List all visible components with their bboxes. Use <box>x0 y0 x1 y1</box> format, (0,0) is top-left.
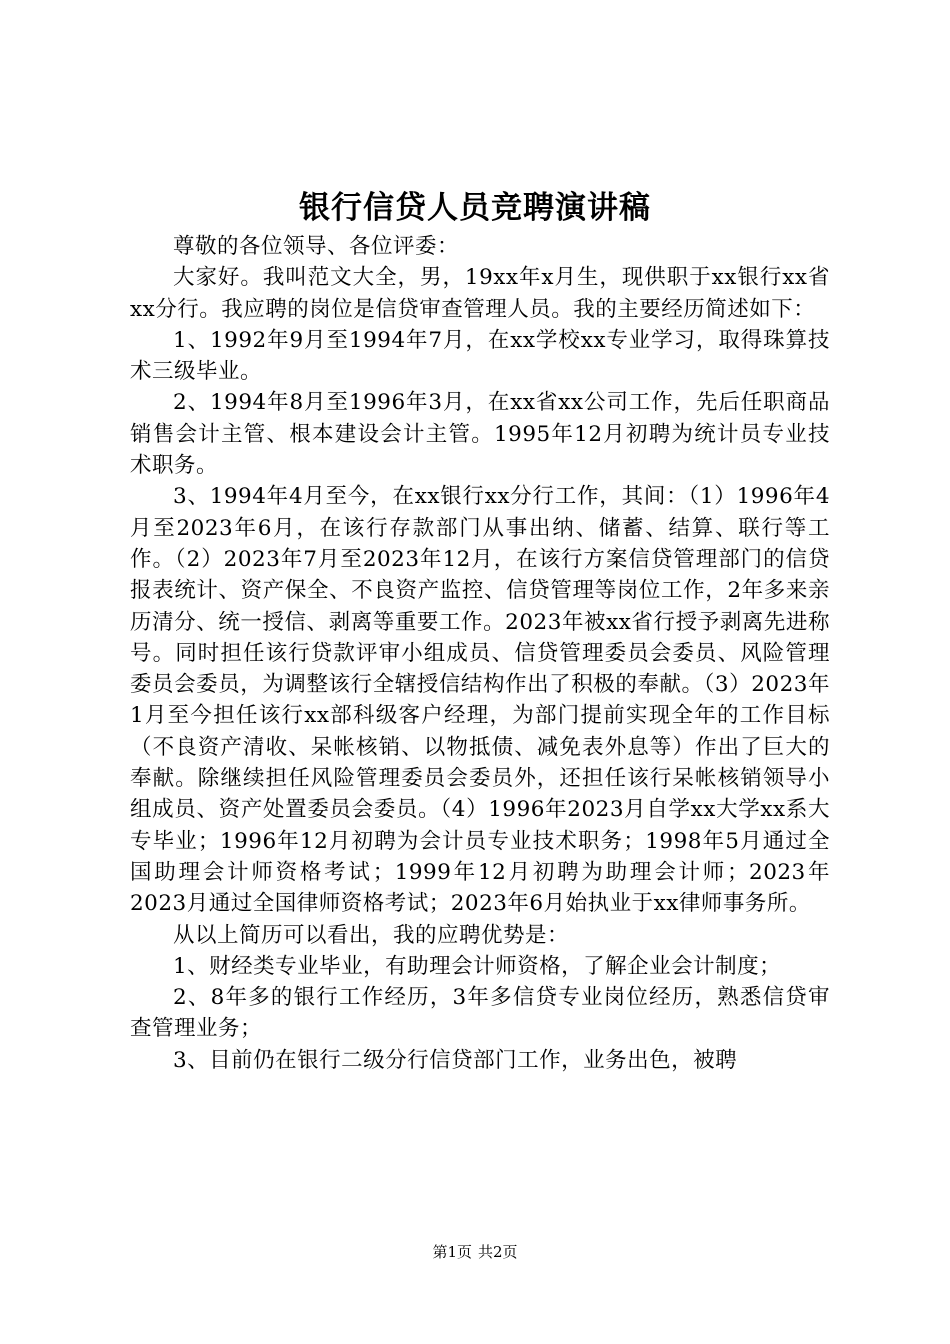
paragraph-experience-2: 2、1994年8月至1996年3月，在xx省xx公司工作，先后任职商品销售会计主管、根本建设会计主管。1995年12月初聘为统计员专业技术职务。 <box>130 390 830 479</box>
paragraph-advantage-3: 3、目前仍在银行二级分行信贷部门工作，业务出色，被聘 <box>173 1047 738 1073</box>
page-footer <box>0 1241 950 1263</box>
paragraph-advantages-intro: 从以上简历可以看出，我的应聘优势是： <box>173 922 570 948</box>
paragraph-advantage-2: 2、8年多的银行工作经历，3年多信贷专业岗位经历，熟悉信贷审查管理业务； <box>130 985 830 1042</box>
paragraph-experience-1: 1、1992年9月至1994年7月，在xx学校xx专业学习，取得珠算技术三级毕业。 <box>130 327 830 385</box>
paragraph-introduction: 大家好。我叫范文大全，男，19xx年x月生，现供职于xx银行xx省xx分行。我应聘的岗位是信贷审查管理人员。我的主要经历简述如下： <box>130 265 830 322</box>
page-total: 共2页 <box>478 1243 518 1261</box>
document-title: 银行信贷人员竞聘演讲稿 <box>299 190 651 226</box>
paragraph-experience-3: 3、1994年4月至今，在xx银行xx分行工作，其间：（1）1996年4月至2023年6月，在该行存款部门从事出纳、储蓄、结算、联行等工作。（2）2023年7月至2023年12月，在该行方案信贷管理部门的信贷报表统计、资产保全、不良资产监控、信贷管理等岗位工作，2年多来亲历清分、统一授信、剥离等重要工作。2023年被xx省行授予剥离先进称号。同时担任该行贷款评审小组成员、信贷管理委员会委员、风险管理委员会委员，为调整该行全辖授信结构作出了积极的奉献。（3）2023年1月至今担任该行xx部科级客户经理，为部门提前实现全年的工作目标（不良资产清收、呆帐核销、以物抵债、减免表外息等）作出了巨大的奉献。除继续担任风险管理委员会委员外，还担任该行呆帐核销领导小组成员、资产处置委员会委员。（4）1996年2023月自学xx大学xx系大专毕业；1996年12月初聘为会计员专业技术职务；1998年5月通过全国助理会计师资格考试；1999年12月初聘为助理会计师；2023年2023月通过全国律师资格考试；2023年6月始执业于xx律师事务所。 <box>130 484 830 917</box>
paragraph-advantage-1: 1、财经类专业毕业，有助理会计师资格，了解企业会计制度； <box>173 953 782 979</box>
page-number: 第1页 <box>432 1243 472 1261</box>
paragraph-salutation: 尊敬的各位领导、各位评委： <box>173 234 460 259</box>
document-body <box>130 231 830 1076</box>
